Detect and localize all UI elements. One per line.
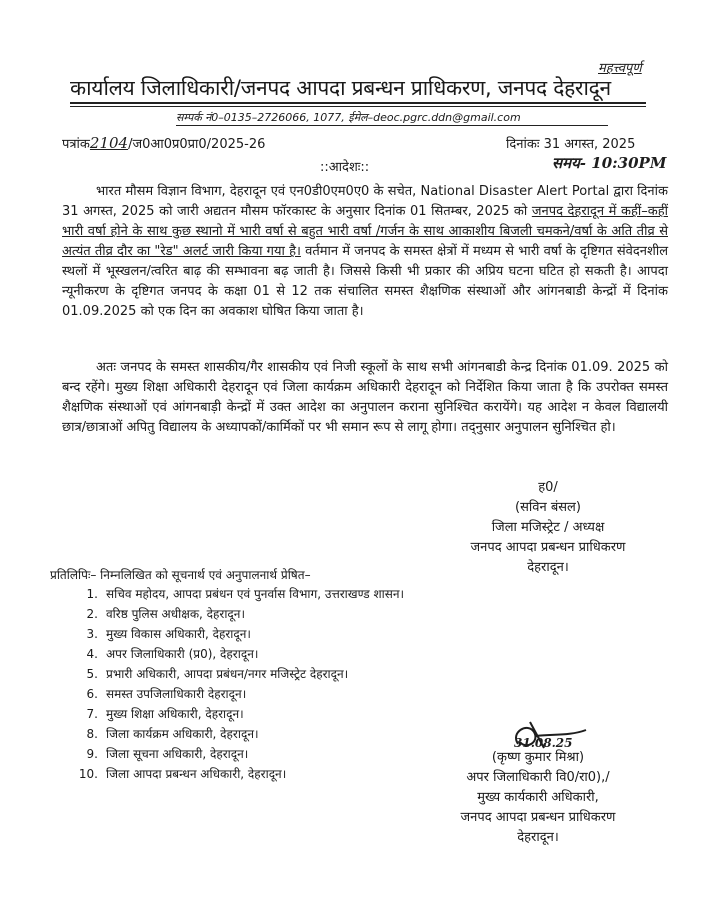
signatory-adm [418,748,658,848]
list-item [72,644,404,664]
patrank-label: पत्रांक [62,137,90,152]
list-item-text: सचिव महोदय, आपदा प्रबंधन एवं पुनर्वास विभाग, उत्तराखण्ड शासन। [106,587,405,601]
dm-place: देहरादून। [527,560,569,575]
list-item [72,624,404,644]
list-item-text: अपर जिलाधिकारी (प्र0), देहरादून। [106,647,259,661]
letter-number [62,134,265,152]
list-item-number: 6. [86,687,98,701]
dm-authority: जनपद आपदा प्रबन्धन प्राधिकरण [470,540,626,555]
copy-to-intro: प्रतिलिपिः– निम्नलिखित को सूचनार्थ एवं अनुपालनार्थ प्रेषित– [50,568,311,582]
list-item-text: समस्त उपजिलाधिकारी देहरादून। [106,687,247,701]
paragraph-2: अतः जनपद के समस्त शासकीय/गैर शासकीय एवं निजी स्कूलों के साथ सभी आंगनबाडी केन्द्र दिनांक 01.09. 2025 को बन्द रहेंगे। मुख्य शिक्षा अधिकारी देहरादून एवं जिला कार्यक्रम अधिकारी देहरादून को निर्देशित किया जाता है कि उपरोक्त समस्त शैक्षणिक संस्थाओं एवं आंगनबाड़ी केन्द्रों में उक्त आदेश का अनुपालन कराना सुनिश्चित करायेंगे। यह आदेश न केवल विद्यालयी छात्र/छात्राओं अपितु विद्यालय के अध्यापकों/कार्मिकों पर भी समान रूप से लागू होगा। तद्नुसार अनुपालन सुनिश्चित हो। [62,360,668,435]
list-item [72,704,404,724]
contact-underline [176,125,608,126]
list-item-number: 4. [86,647,98,661]
adm-place: देहरादून। [517,830,559,845]
title-underline [70,102,646,104]
list-item-number: 8. [86,727,98,741]
paragraph-1-alert: जनपद देहरादून में कहीं–कहीं भारी वर्षा होने के साथ कुछ स्थानो में भारी वर्षा से बहुत भारी वर्षा /गर्जन के साथ आकाशीय बिजली चमकने/वर्षा के अति तीव्र से अत्यंत तीव्र दौर का "रेड" अलर्ट जारी किया गया है। [62,204,668,259]
list-item-number: 3. [86,627,98,641]
list-item [72,764,404,784]
letter-date [506,134,635,152]
list-item [72,664,404,684]
list-item-number: 1. [86,587,98,601]
list-item-text: मुख्य विकास अधिकारी, देहरादून। [106,627,251,641]
dm-designation: जिला मजिस्ट्रेट / अध्यक्ष [491,520,605,535]
list-item [72,584,404,604]
patrank-handwritten: 2104 [89,134,129,152]
list-item [72,744,404,764]
list-item-number: 9. [86,747,98,761]
date-label: दिनांकः [506,137,540,152]
list-item-text: मुख्य शिक्षा अधिकारी, देहरादून। [106,707,244,721]
signature-date: 31.08.25 [514,736,573,750]
list-item [72,724,404,744]
copy-to-list [72,584,404,784]
patrank-rest: /ज0आ0प्र0प्रा0/2025-26 [128,137,266,152]
list-item-text: वरिष्ठ पुलिस अधीक्षक, देहरादून। [106,607,246,621]
office-title: कार्यालय जिलाधिकारी/जनपद आपदा प्रबन्धन प्राधिकरण, जनपद देहरादून [70,76,611,100]
list-item-text: जिला सूचना अधिकारी, देहरादून। [106,747,249,761]
adm-designation: अपर जिलाधिकारी वि0/रा0),/ [466,770,610,785]
list-item-text: प्रभारी अधिकारी, आपदा प्रबंधन/नगर मजिस्ट्रेट देहरादून। [106,667,349,681]
list-item-number: 5. [86,667,98,681]
date-value: 31 अगस्त, 2025 [543,137,636,152]
paragraph-1 [62,182,668,322]
paragraph-1-part-b: वर्तमान में जनपद के समस्त क्षेत्रों में मध्यम से भारी वर्षा के दृष्टिगत संवेदनशील स्थलों में भूस्खलन/त्वरित बाढ़ की सम्भावना बढ़ जाती है। जिससे किसी भी प्रकार की अप्रिय घटना घटित हो सकती है। आपदा न्यूनीकरण के दृष्टिगत जनपद के कक्षा 01 से 12 तक संचालित समस्त शैक्षणिक संस्थाओं और आंगनबाडी केन्द्रों में दिनांक 01.09.2025 को एक दिन का अवकाश घोषित किया जाता है। [62,244,669,319]
time-handwritten: समय- 10:30PM [552,154,667,172]
important-mark: महत्त्वपूर्ण [598,61,642,76]
paragraph-1-part-a: भारत मौसम विज्ञान विभाग, देहरादून एवं एन0डी0एम0ए0 के सचेत, National Disaster Alert Portal द्वारा दिनांक 31 अगस्त, 2025 को जारी अद्यतन मौसम फॉरकास्ट के अनुसार दिनांक 01 सितम्बर, 2025 को [62,184,668,219]
dm-name: (सविन बंसल) [515,500,581,515]
adm-authority: जनपद आपदा प्रबन्धन प्राधिकरण [460,810,616,825]
title-underline-2 [70,106,646,107]
order-heading: ::आदेशः:: [320,160,370,175]
adm-role: मुख्य कार्यकारी अधिकारी, [477,790,599,805]
signatory-dm [448,478,648,578]
list-item [72,604,404,624]
signed-mark: ह0/ [538,480,558,495]
adm-name: (कृष्ण कुमार मिश्रा) [491,750,585,765]
list-item-number: 2. [86,607,98,621]
list-item-text: जिला कार्यक्रम अधिकारी, देहरादून। [106,727,259,741]
list-item-text: जिला आपदा प्रबन्धन अधिकारी, देहरादून। [106,767,287,781]
list-item [72,684,404,704]
list-item-number: 7. [86,707,98,721]
list-item-number: 10. [78,767,98,781]
contact-line: सम्पर्क नं0–0135–2726066, 1077, ईमेल–deoc.pgrc.ddn@gmail.com [176,111,521,124]
